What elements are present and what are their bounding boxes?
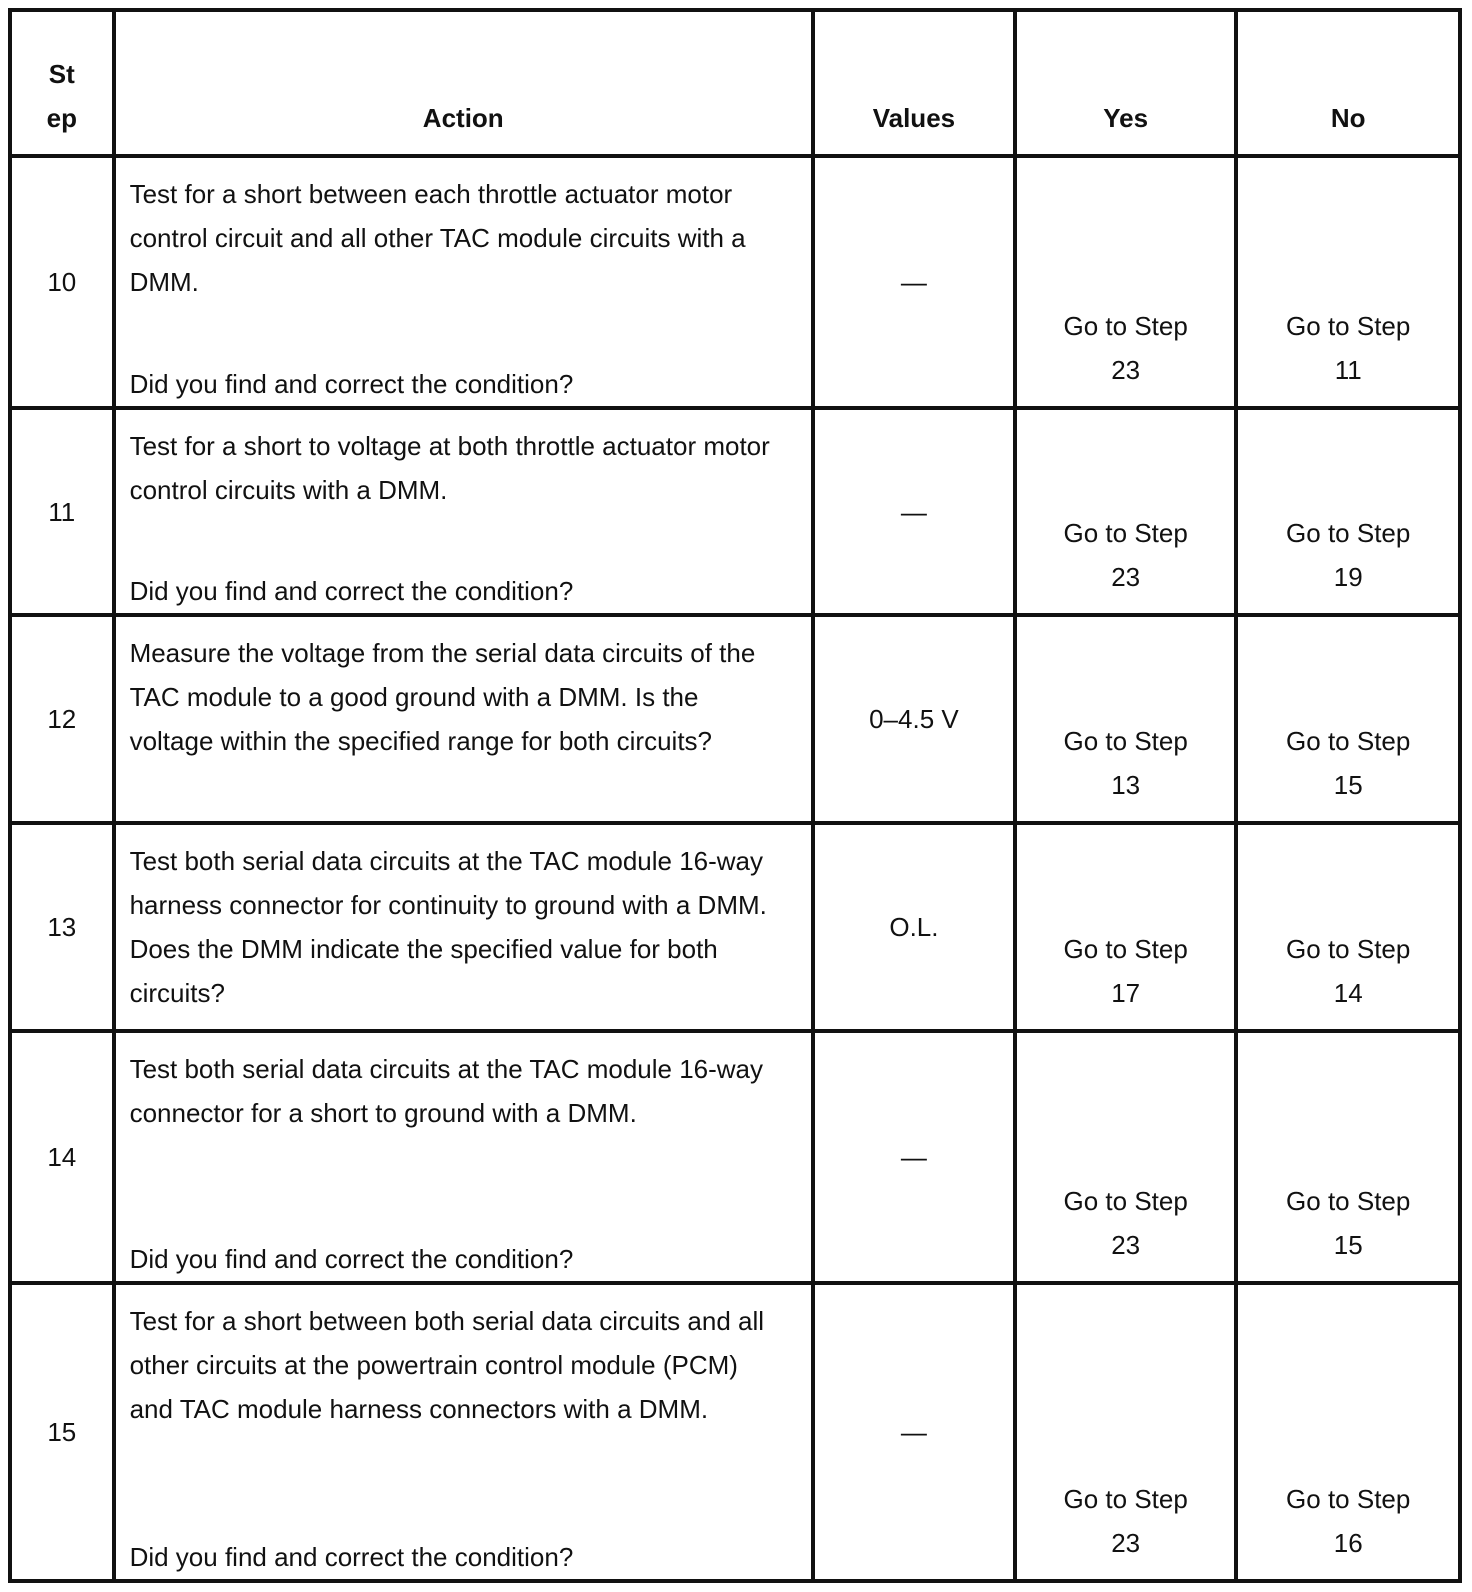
no-goto-label: Go to Step [1286,518,1411,549]
yes-goto-step: 23 [1111,355,1141,386]
no-goto-label: Go to Step [1286,933,1411,964]
table-row [10,615,1460,823]
yes-cell [1015,156,1236,408]
step-number: 10 [10,156,114,408]
yes-goto-step: 23 [1111,562,1141,593]
no-goto-step: 19 [1333,562,1363,593]
step-number: 12 [10,615,114,823]
no-cell [1236,615,1460,823]
action-content [116,1033,811,1281]
table-row [10,156,1460,408]
no-goto-step: 16 [1333,1528,1363,1558]
value-cell: 0–4.5 V [813,615,1015,823]
yes-cell [1015,615,1236,823]
header-step [10,10,114,156]
value-cell: — [813,156,1015,408]
action-question: Did you find and correct the condition? [129,1244,574,1274]
no-cell [1236,156,1460,408]
action-text: Test both serial data circuits at the TAC module 16-way connector for a short to ground with a DMM. [129,1053,764,1128]
yes-goto-label: Go to Step [1063,933,1188,964]
action-question: Did you find and correct the condition? [129,576,574,607]
header-yes: Yes [1015,10,1236,156]
yes-goto-step: 23 [1111,1528,1141,1558]
action-question: Did you find and correct the condition? [129,1542,574,1572]
no-cell [1236,1031,1460,1283]
step-number: 15 [10,1283,114,1581]
header-action: Action [114,10,813,156]
action-text: Test for a short between each throttle actuator motor control circuit and all other TAC module circuits with a DMM. [129,179,746,297]
action-text: Test both serial data circuits at the TAC module 16-way harness connector for continuity to ground with a DMM. Does the DMM indicate the specified value for both circuits? [129,845,767,1008]
action-content [116,825,811,1029]
action-content [116,1285,811,1579]
action-question: Did you find and correct the condition? [129,369,574,400]
table-body [10,156,1460,1581]
value-cell: — [813,1031,1015,1283]
no-goto-step: 11 [1334,355,1362,386]
header-values: Values [813,10,1015,156]
yes-cell [1015,1031,1236,1283]
table-row [10,1031,1460,1283]
action-cell [114,408,813,615]
header-step-line1: St [48,59,75,89]
value-cell: O.L. [813,823,1015,1031]
action-content [116,410,811,613]
yes-goto-step: 23 [1111,1230,1141,1260]
action-cell [114,823,813,1031]
yes-goto-label: Go to Step [1063,518,1188,549]
action-cell [114,1283,813,1581]
action-cell [114,1031,813,1283]
diagnostic-table [8,8,1462,1583]
no-cell [1236,823,1460,1031]
no-goto-step: 15 [1333,1230,1363,1260]
yes-goto-step: 13 [1111,769,1141,800]
header-step-line2: ep [46,103,77,133]
no-goto-step: 14 [1333,977,1363,1008]
yes-cell [1015,1283,1236,1581]
action-content [116,158,811,406]
step-number: 13 [10,823,114,1031]
yes-goto-label: Go to Step [1063,311,1188,342]
no-goto-label: Go to Step [1286,311,1411,342]
table-row [10,408,1460,615]
header-row [10,10,1460,156]
table-row [10,1283,1460,1581]
no-goto-label: Go to Step [1286,1484,1411,1514]
yes-goto-step: 17 [1111,977,1141,1008]
action-content [116,617,811,821]
action-text: Test for a short to voltage at both throttle actuator motor control circuits with a DMM. [129,431,770,506]
yes-goto-label: Go to Step [1063,1186,1188,1216]
yes-cell [1015,408,1236,615]
action-cell [114,156,813,408]
yes-cell [1015,823,1236,1031]
yes-goto-label: Go to Step [1063,725,1188,756]
step-number: 14 [10,1031,114,1283]
no-cell [1236,408,1460,615]
action-text: Test for a short between both serial data circuits and all other circuits at the powertrain control module (PCM) and TAC module harness connectors with a DMM. [129,1306,765,1424]
table-row [10,823,1460,1031]
step-number: 11 [10,408,114,615]
no-goto-label: Go to Step [1286,1186,1411,1216]
no-goto-label: Go to Step [1286,725,1411,756]
action-text: Measure the voltage from the serial data circuits of the TAC module to a good ground with a DMM. Is the voltage within the specified range for both circuits? [129,638,756,757]
header-no: No [1236,10,1460,156]
value-cell: — [813,408,1015,615]
action-cell [114,615,813,823]
no-cell [1236,1283,1460,1581]
yes-goto-label: Go to Step [1063,1484,1188,1514]
value-cell: — [813,1283,1015,1581]
no-goto-step: 15 [1333,769,1363,800]
